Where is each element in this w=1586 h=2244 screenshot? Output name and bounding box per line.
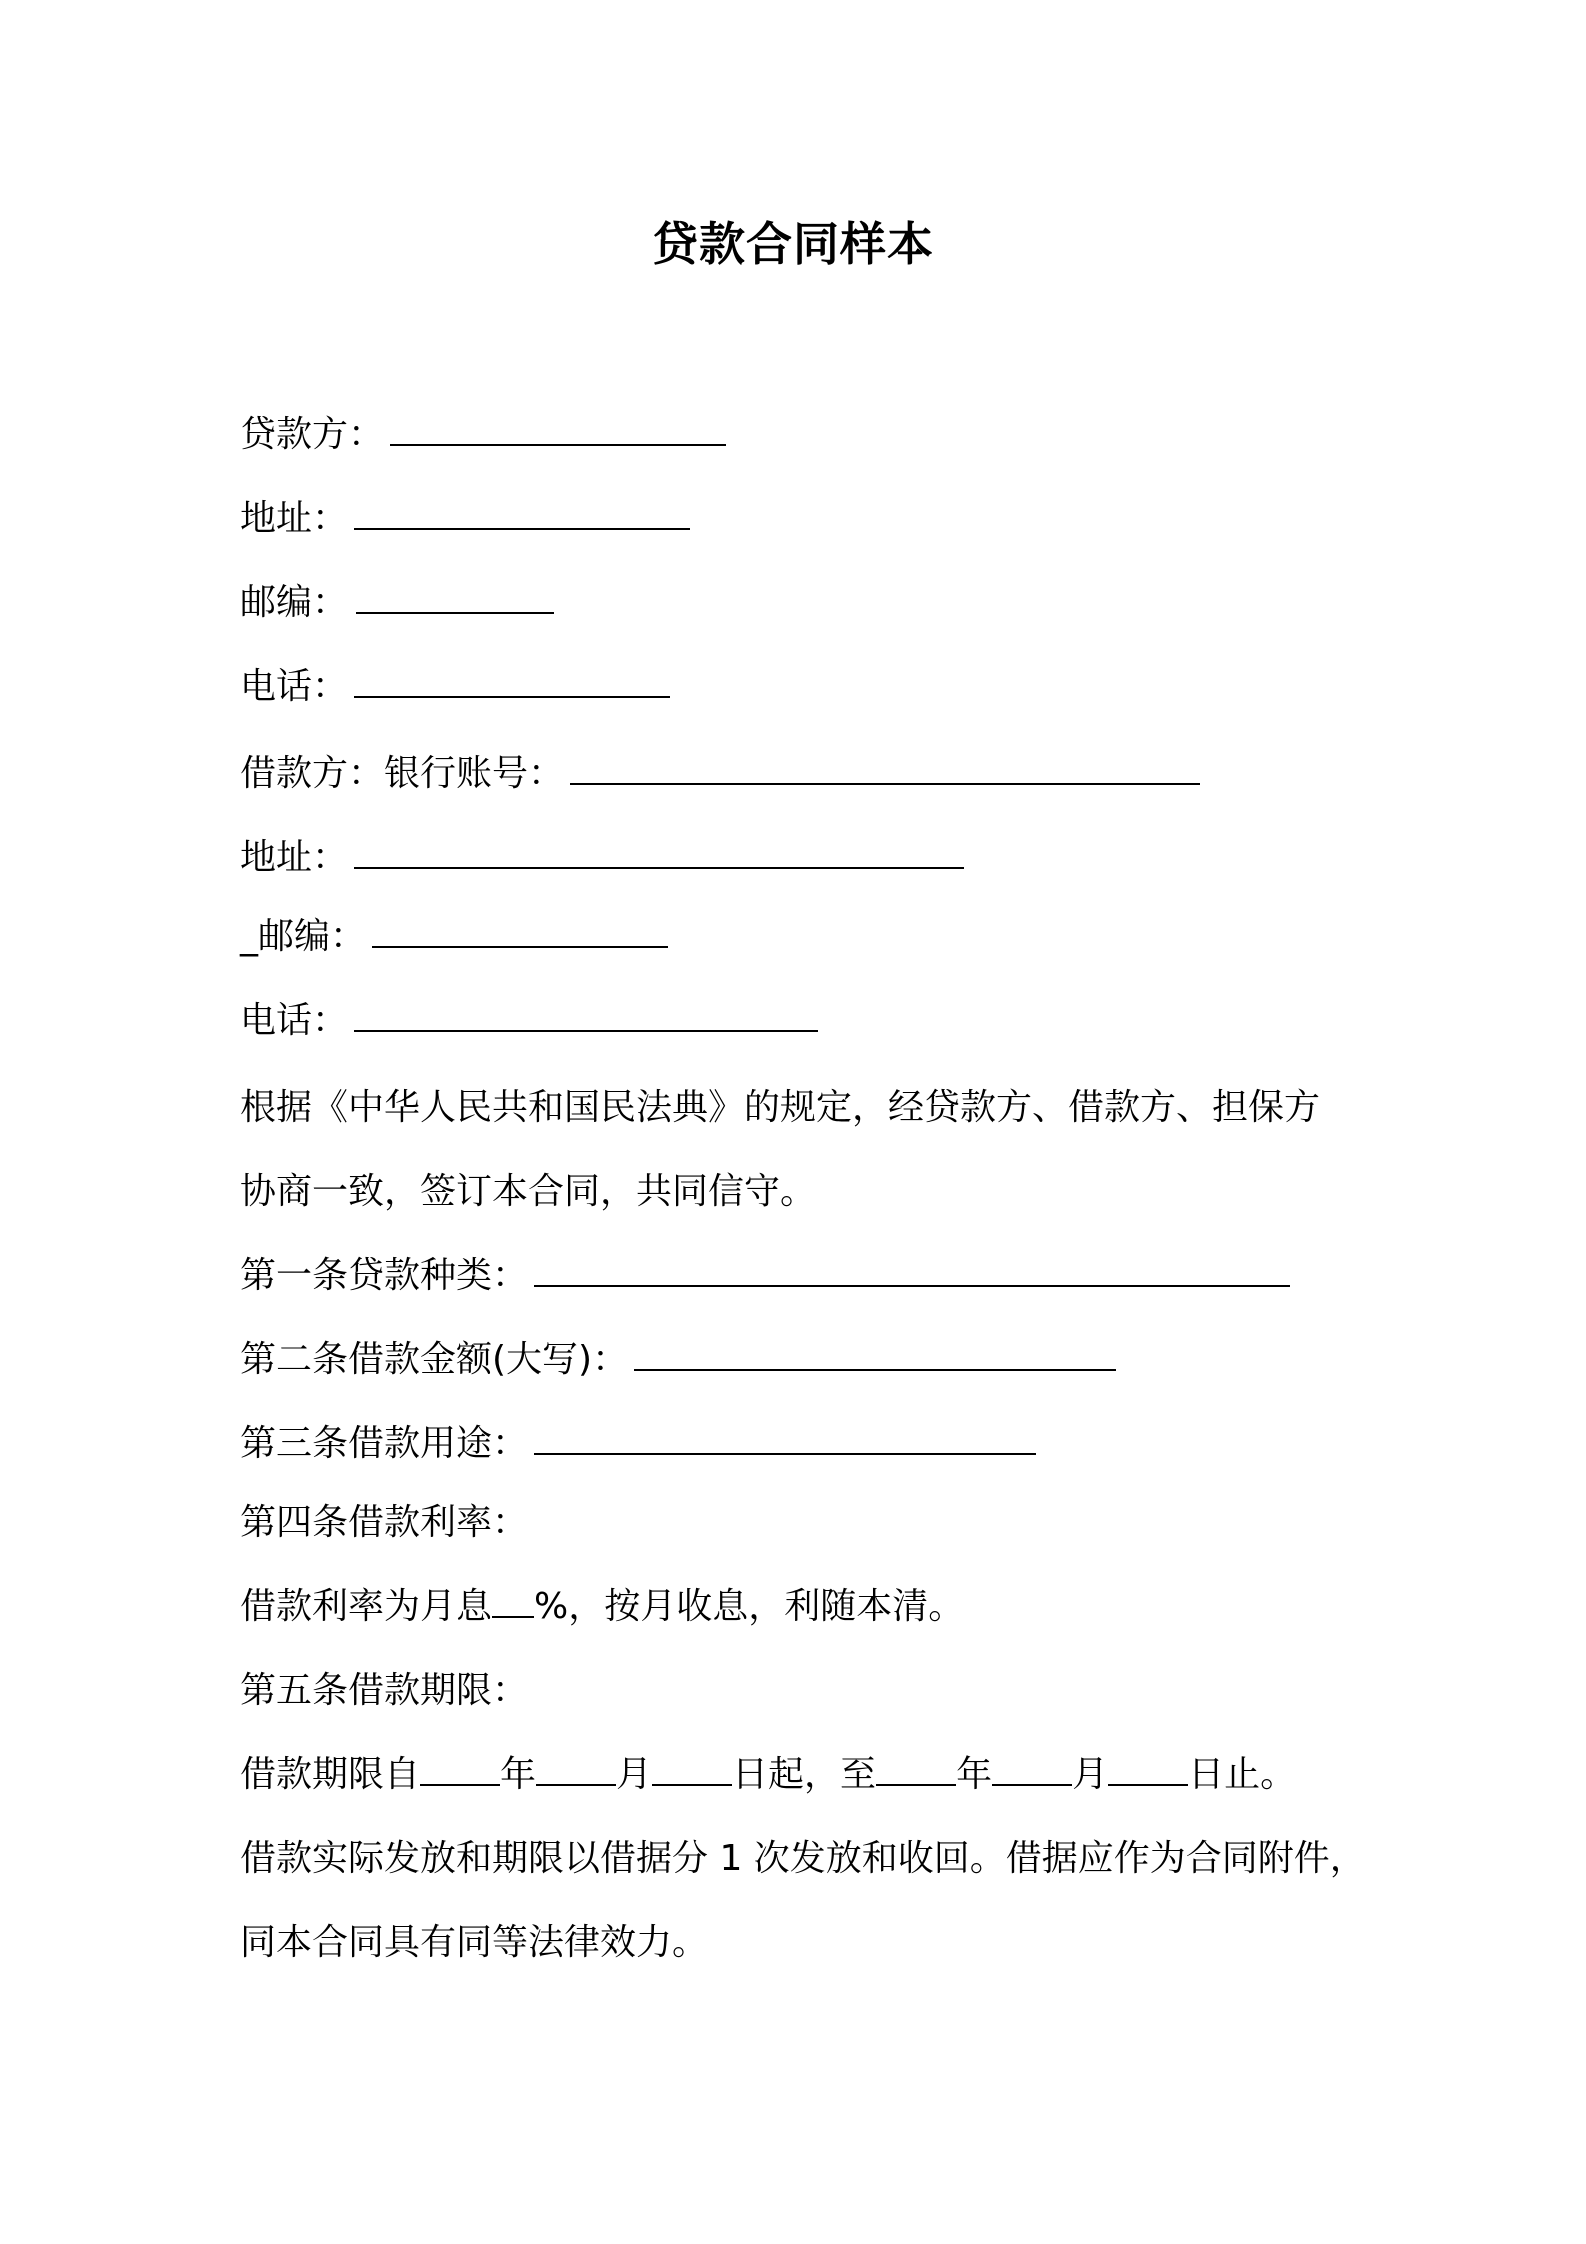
borrower-postcode-line: [240, 912, 668, 962]
end-month-label: 月: [1072, 1754, 1109, 1795]
lender-name-line: [240, 410, 726, 460]
borrower-address-line: [240, 833, 964, 883]
article-4-title: 第四条借款利率：: [240, 1502, 529, 1543]
end-year-blank[interactable]: [876, 1752, 956, 1786]
article-5-term-line: [240, 1750, 1296, 1800]
article-1-label: 第一条贷款种类：: [240, 1255, 529, 1296]
article-1-blank[interactable]: [534, 1251, 1290, 1287]
end-day-blank[interactable]: [1108, 1752, 1188, 1786]
borrower-phone-line: [240, 996, 818, 1046]
article-4-body: [240, 1582, 964, 1632]
lender-postcode-blank[interactable]: [356, 592, 554, 614]
preamble-line-1: 根据《中华人民共和国民法典》的规定，经贷款方、借款方、担保方: [240, 1087, 1321, 1128]
borrower-postcode-blank[interactable]: [372, 912, 668, 948]
start-month-label: 月: [616, 1754, 653, 1795]
lender-phone-line: [240, 662, 670, 712]
article-5-note-line-1: 借款实际发放和期限以借据分 1 次发放和收回。借据应作为合同附件，: [240, 1838, 1366, 1879]
start-month-blank[interactable]: [536, 1752, 616, 1786]
article-2-label: 第二条借款金额(大写)：: [240, 1339, 629, 1380]
lender-name-label: 贷款方：: [240, 414, 385, 455]
preamble-line-2: 协商一致，签订本合同，共同信守。: [240, 1171, 817, 1212]
start-year-label: 年: [500, 1754, 537, 1795]
borrower-address-label: 地址：: [240, 837, 349, 878]
term-prefix: 借款期限自: [240, 1754, 421, 1795]
start-day-blank[interactable]: [652, 1752, 732, 1786]
article-3-label: 第三条借款用途：: [240, 1423, 529, 1464]
start-day-label: 日起，至: [732, 1754, 877, 1795]
interest-rate-prefix: 借款利率为月息: [240, 1586, 493, 1627]
lender-phone-label: 电话：: [240, 666, 349, 707]
end-month-blank[interactable]: [992, 1752, 1072, 1786]
lender-address-line: [240, 494, 690, 544]
lender-address-label: 地址：: [240, 498, 349, 539]
article-3-line: [240, 1419, 1036, 1469]
end-day-label: 日止。: [1188, 1754, 1297, 1795]
interest-rate-suffix: %，按月收息，利随本清。: [534, 1586, 965, 1627]
borrower-address-blank[interactable]: [354, 833, 964, 869]
borrower-phone-label: 电话：: [240, 1000, 349, 1041]
borrower-phone-blank[interactable]: [354, 996, 818, 1032]
borrower-account-blank[interactable]: [570, 749, 1200, 785]
start-year-blank[interactable]: [420, 1752, 500, 1786]
article-2-blank[interactable]: [634, 1335, 1116, 1371]
lender-address-blank[interactable]: [354, 494, 690, 530]
lender-name-blank[interactable]: [390, 410, 726, 446]
borrower-name-label: 借款方：: [240, 753, 385, 794]
article-5-title: 第五条借款期限：: [240, 1670, 529, 1711]
article-3-blank[interactable]: [534, 1419, 1036, 1455]
borrower-account-line: [240, 749, 1200, 799]
article-5-note-line-2: 同本合同具有同等法律效力。: [240, 1922, 709, 1963]
article-2-line: [240, 1335, 1116, 1385]
lender-phone-blank[interactable]: [354, 662, 670, 698]
end-year-label: 年: [956, 1754, 993, 1795]
borrower-postcode-label: _邮编：: [240, 916, 367, 957]
article-1-line: [240, 1251, 1290, 1301]
borrower-account-label: 银行账号：: [384, 753, 565, 794]
document-title: 贷款合同样本: [652, 217, 934, 271]
lender-postcode-label: 邮编：: [240, 582, 349, 623]
interest-rate-blank[interactable]: [492, 1584, 534, 1618]
lender-postcode-line: [240, 578, 554, 628]
